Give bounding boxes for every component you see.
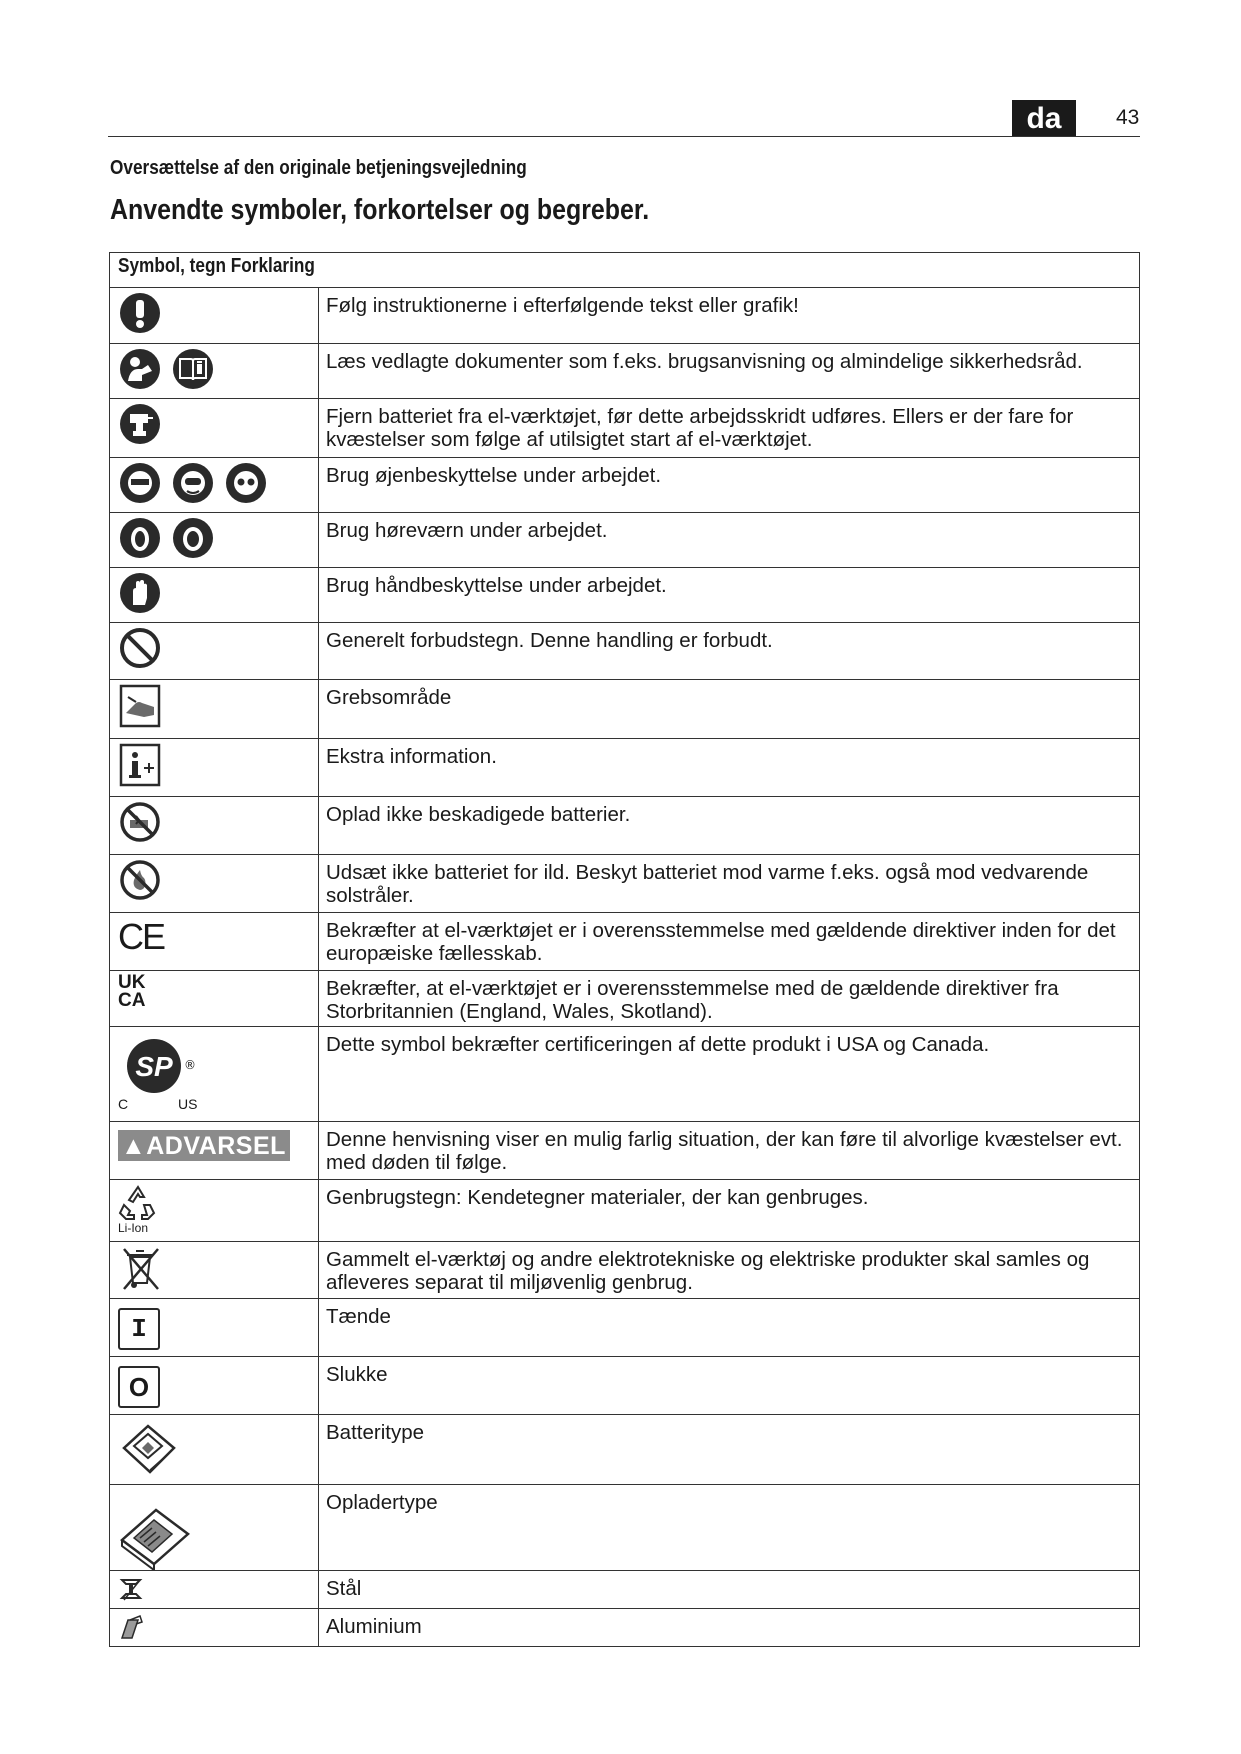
table-column-header: Symbol, tegn Forklaring — [110, 253, 1140, 288]
table-row — [110, 513, 1140, 568]
recycle-icon — [118, 1183, 158, 1223]
symbol-cell — [110, 797, 319, 855]
ce-mark-icon: CE — [118, 916, 165, 957]
power-off-icon: O — [118, 1366, 160, 1408]
explanation-cell: Tænde — [319, 1299, 1140, 1357]
symbol-cell — [110, 568, 319, 623]
table-row — [110, 1180, 1140, 1242]
table-row — [110, 1571, 1140, 1609]
face-shield-icon — [118, 461, 162, 505]
symbol-cell — [110, 680, 319, 739]
charger-type-icon — [118, 1494, 192, 1570]
symbol-cell — [110, 1571, 319, 1609]
symbol-cell — [110, 1357, 319, 1415]
explanation-cell: Slukke — [319, 1357, 1140, 1415]
symbol-cell — [110, 1485, 319, 1571]
explanation-cell: Bekræfter, at el-værktøjet er i overensstemmelse med de gældende direktiver fra Storbritannien (England, Wales, Skotland). — [319, 971, 1140, 1027]
aluminium-icon — [118, 1612, 146, 1642]
warning-triangle-icon: ▲ — [121, 1132, 147, 1160]
symbol-cell — [110, 971, 319, 1027]
explanation-cell: Aluminium — [319, 1609, 1140, 1647]
table-row — [110, 1242, 1140, 1299]
table-row — [110, 458, 1140, 513]
read-manual-icon — [118, 347, 162, 391]
recycle-li-ion-icon — [118, 1183, 168, 1235]
symbol-cell — [110, 399, 319, 458]
symbol-cell — [110, 458, 319, 513]
table-row — [110, 399, 1140, 458]
page-title: Anvendte symboler, forkortelser og begreber. — [110, 194, 650, 226]
csa-mark-icon — [118, 1030, 208, 1118]
explanation-cell: Fjern batteriet fra el-værktøjet, før dette arbejdsskridt udføres. Ellers er der fare for kvæstelser som følge af utilsigtet start af el-værktøjet. — [319, 399, 1140, 458]
csa-circle-icon — [124, 1036, 184, 1096]
explanation-cell: Dette symbol bekræfter certificeringen af dette produkt i USA og Canada. — [319, 1027, 1140, 1122]
battery-type-icon — [118, 1418, 180, 1480]
safety-glasses-icon — [224, 461, 268, 505]
symbol-cell — [110, 1180, 319, 1242]
table-row — [110, 1485, 1140, 1571]
explanation-cell: Stål — [319, 1571, 1140, 1609]
prohibition-icon — [118, 626, 162, 670]
exclamation-icon — [118, 291, 162, 335]
grip-area-icon — [118, 683, 162, 729]
symbol-cell — [110, 1027, 319, 1122]
no-damaged-battery-icon — [118, 800, 162, 844]
explanation-cell: Denne henvisning viser en mulig farlig situation, der kan føre til alvorlige kvæstelser evt. med døden til følge. — [319, 1122, 1140, 1180]
symbol-cell — [110, 288, 319, 344]
table-row — [110, 971, 1140, 1027]
explanation-cell: Udsæt ikke batteriet for ild. Beskyt batteriet mod varme f.eks. også mod vedvarende solstråler. — [319, 855, 1140, 913]
explanation-cell: Opladertype — [319, 1485, 1140, 1571]
explanation-cell: Brug håndbeskyttelse under arbejdet. — [319, 568, 1140, 623]
explanation-cell: Generelt forbudstegn. Denne handling er forbudt. — [319, 623, 1140, 680]
explanation-cell: Ekstra information. — [319, 739, 1140, 797]
symbol-cell — [110, 1299, 319, 1357]
symbol-cell — [110, 1609, 319, 1647]
symbol-cell — [110, 1415, 319, 1485]
header-rule — [108, 136, 1140, 137]
table-row — [110, 1609, 1140, 1647]
table-row — [110, 855, 1140, 913]
weee-bin-icon — [118, 1245, 162, 1291]
steel-icon — [118, 1574, 146, 1604]
table-row — [110, 623, 1140, 680]
explanation-cell: Læs vedlagte dokumenter som f.eks. brugsanvisning og almindelige sikkerhedsråd. — [319, 344, 1140, 399]
registered-mark: ® — [184, 1058, 196, 1072]
explanation-cell: Oplad ikke beskadigede batterier. — [319, 797, 1140, 855]
symbol-cell — [110, 739, 319, 797]
symbol-cell — [110, 1242, 319, 1299]
table-row — [110, 1122, 1140, 1180]
warning-label: ▲ADVARSEL — [118, 1130, 290, 1161]
symbol-cell — [110, 913, 319, 971]
explanation-cell: Følg instruktionerne i efterfølgende tekst eller grafik! — [319, 288, 1140, 344]
page-number: 43 — [1116, 106, 1140, 129]
info-plus-icon — [118, 742, 162, 788]
symbols-table — [109, 252, 1140, 1647]
table-row — [110, 797, 1140, 855]
csa-us-label: US — [178, 1096, 198, 1112]
ukca-bottom-text: CA — [118, 990, 146, 1011]
table-row — [110, 1299, 1140, 1357]
explanation-cell: Brug øjenbeskyttelse under arbejdet. — [319, 458, 1140, 513]
power-on-icon: I — [118, 1308, 160, 1350]
symbol-cell — [110, 1122, 319, 1180]
explanation-cell: Grebsområde — [319, 680, 1140, 739]
ear-protection-icon — [118, 516, 162, 560]
glove-icon — [118, 571, 162, 615]
ukca-top-text: UK — [118, 972, 146, 993]
remove-battery-icon — [118, 402, 162, 446]
explanation-cell: Batteritype — [319, 1415, 1140, 1485]
table-row — [110, 739, 1140, 797]
ukca-mark-icon — [118, 974, 145, 1010]
table-row — [110, 680, 1140, 739]
symbol-cell — [110, 513, 319, 568]
symbol-cell — [110, 623, 319, 680]
table-header-row — [110, 253, 1140, 288]
table-row — [110, 1027, 1140, 1122]
safety-goggles-icon — [171, 461, 215, 505]
explanation-cell: Bekræfter at el-værktøjet er i overensstemmelse med gældende direktiver inden for det europæiske fællesskab. — [319, 913, 1140, 971]
explanation-cell: Brug høreværn under arbejdet. — [319, 513, 1140, 568]
csa-letters: SP — [135, 1051, 173, 1082]
table-row — [110, 1357, 1140, 1415]
table-row — [110, 288, 1140, 344]
document-subtitle: Oversættelse af den originale betjeningsvejledning — [110, 157, 527, 179]
symbol-cell — [110, 855, 319, 913]
table-row — [110, 568, 1140, 623]
table-row — [110, 1415, 1140, 1485]
manual-book-icon — [171, 347, 215, 391]
language-badge: da — [1012, 100, 1076, 137]
ear-protection-icon — [171, 516, 215, 560]
csa-c-label: C — [118, 1096, 129, 1112]
no-fire-icon — [118, 858, 162, 902]
table-row — [110, 344, 1140, 399]
symbol-cell — [110, 344, 319, 399]
table-row — [110, 913, 1140, 971]
explanation-cell: Genbrugstegn: Kendetegner materialer, der kan genbruges. — [319, 1180, 1140, 1242]
li-ion-label: Li-Ion — [118, 1221, 149, 1235]
explanation-cell: Gammelt el-værktøj og andre elektrotekniske og elektriske produkter skal samles og afleveres separat til miljøvenlig genbrug. — [319, 1242, 1140, 1299]
